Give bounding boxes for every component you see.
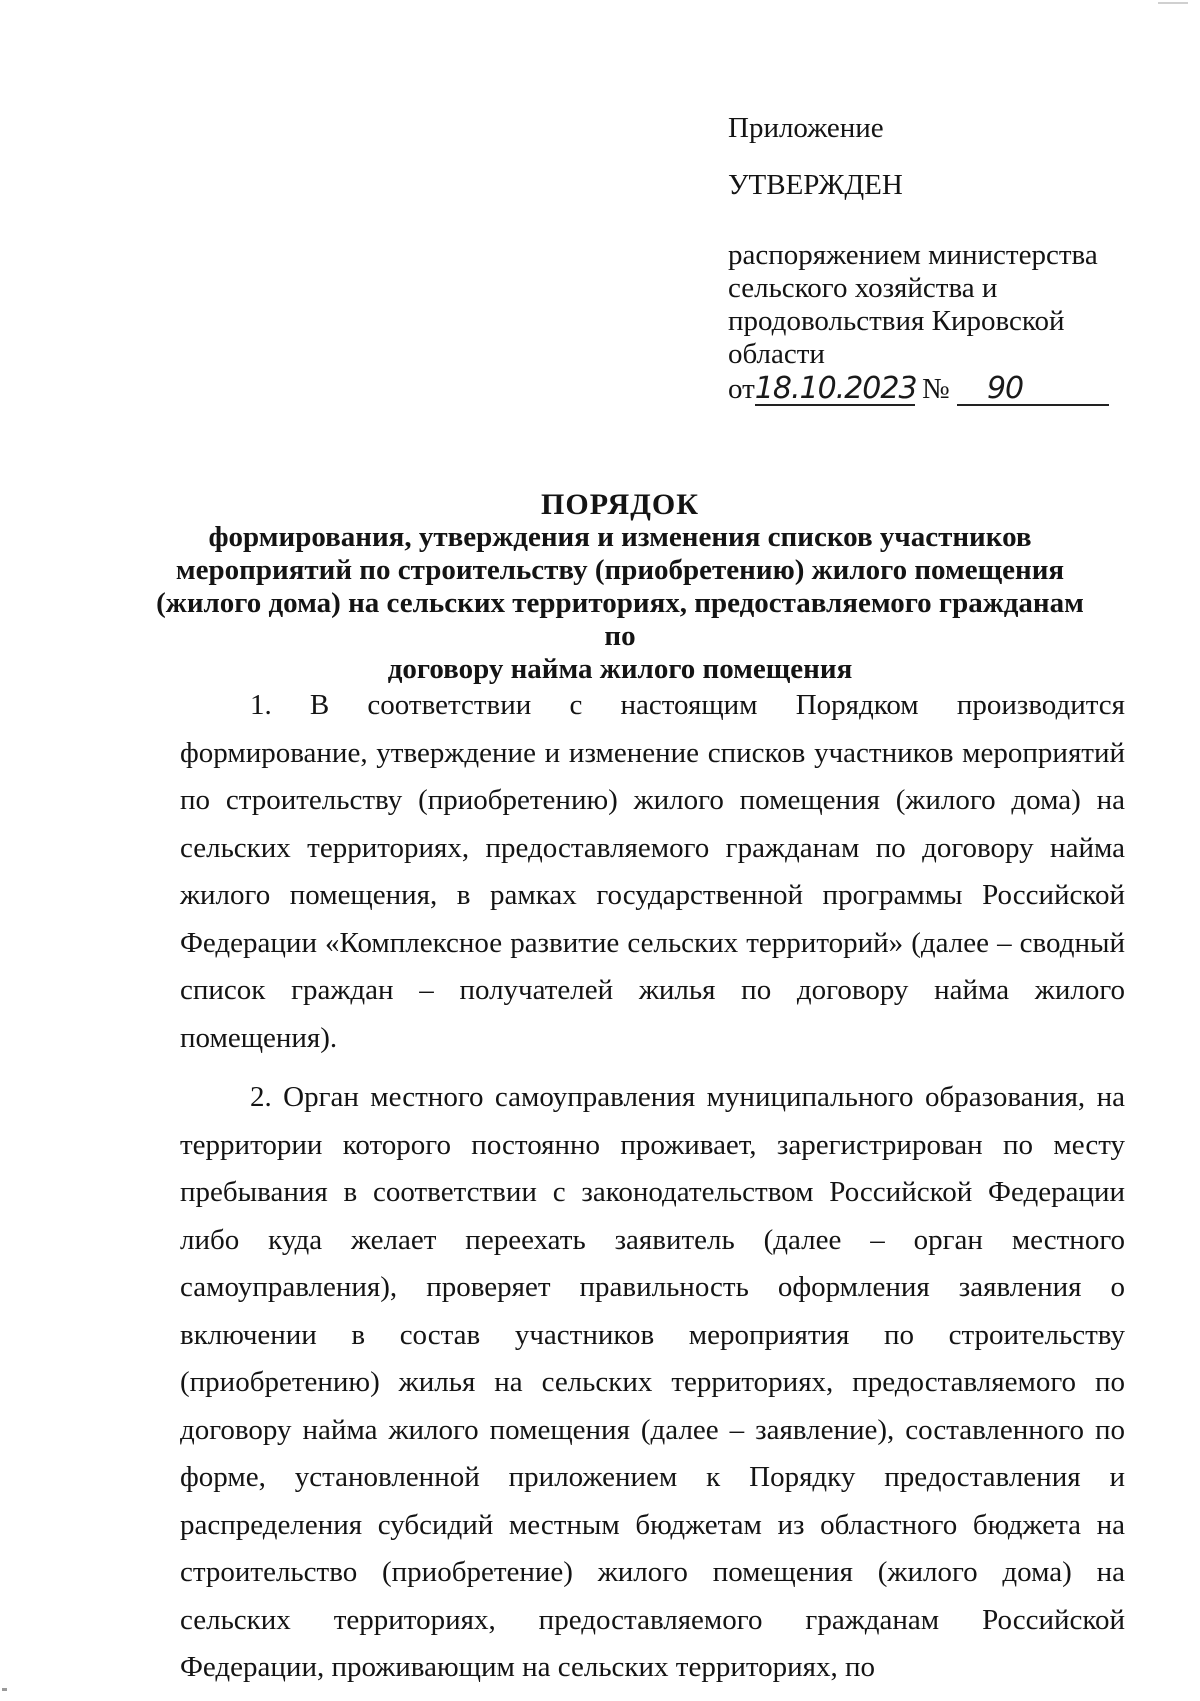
scan-speck [1158, 2, 1188, 4]
title-main: ПОРЯДОК [541, 488, 699, 521]
date-prefix: от [728, 373, 755, 405]
paragraph-1: 1. В соответствии с настоящим Порядком производится формирование, утверждение и изменение списков участников мероприятий по строительству (приобретению) жилого помещения (жилого дома) на сельских территориях, предоставляемого гражданам по договору найма жилого помещения, в рамках государственной программы Российской Федерации «Комплексное развитие сельских территорий» (далее – сводный список граждан – получателей жилья по договору найма жилого помещения). [180, 689, 1125, 1054]
title-line-3: (жилого дома) на сельских территориях, предоставляемого гражданам по [156, 587, 1084, 652]
number-sign: № [922, 373, 950, 405]
paragraph-2: 2. Орган местного самоуправления муниципального образования, на территории которого постоянно проживает, зарегистрирован по месту пребывания в соответствии с законодательством Российской Федерации либо куда желает переехать заявитель (далее – орган местного самоуправления), проверяет правильность оформления заявления о включении в состав участников мероприятия по строительству (приобретению) жилья на сельских территориях, предоставляемого по договору найма жилого помещения (далее – заявление), составленного по форме, установленной приложением к Порядку предоставления и распределения субсидий местным бюджетам из областного бюджета на строительство (приобретение) жилого помещения (жилого дома) на сельских территориях, предоставляемого гражданам Российской Федерации, проживающим на сельских территориях, по [180, 1081, 1125, 1683]
scan-speck [2, 1688, 7, 1691]
approved-label: УТВЕРЖДЕН [728, 169, 903, 201]
title-line-2: мероприятий по строительству (приобретению) жилого помещения [175, 554, 1065, 586]
document-title [150, 488, 1090, 686]
title-line-1: формирования, утверждения и изменения списков участников [208, 521, 1032, 553]
title-line-4: договору найма жилого помещения [387, 653, 853, 685]
issuer-line-2: сельского хозяйства и [728, 272, 998, 304]
body-text [180, 682, 1125, 1692]
approval-block [728, 112, 1108, 406]
handwritten-number: 90 [957, 374, 1109, 406]
issuer-line-1: распоряжением министерства [728, 239, 1098, 271]
date-number-row [728, 373, 1108, 406]
issuer-line-4: области [728, 338, 825, 370]
handwritten-date: 18.10.2023 [754, 371, 917, 406]
appendix-label: Приложение [728, 112, 884, 144]
issuer-line-3: продовольствия Кировской [728, 305, 1065, 337]
